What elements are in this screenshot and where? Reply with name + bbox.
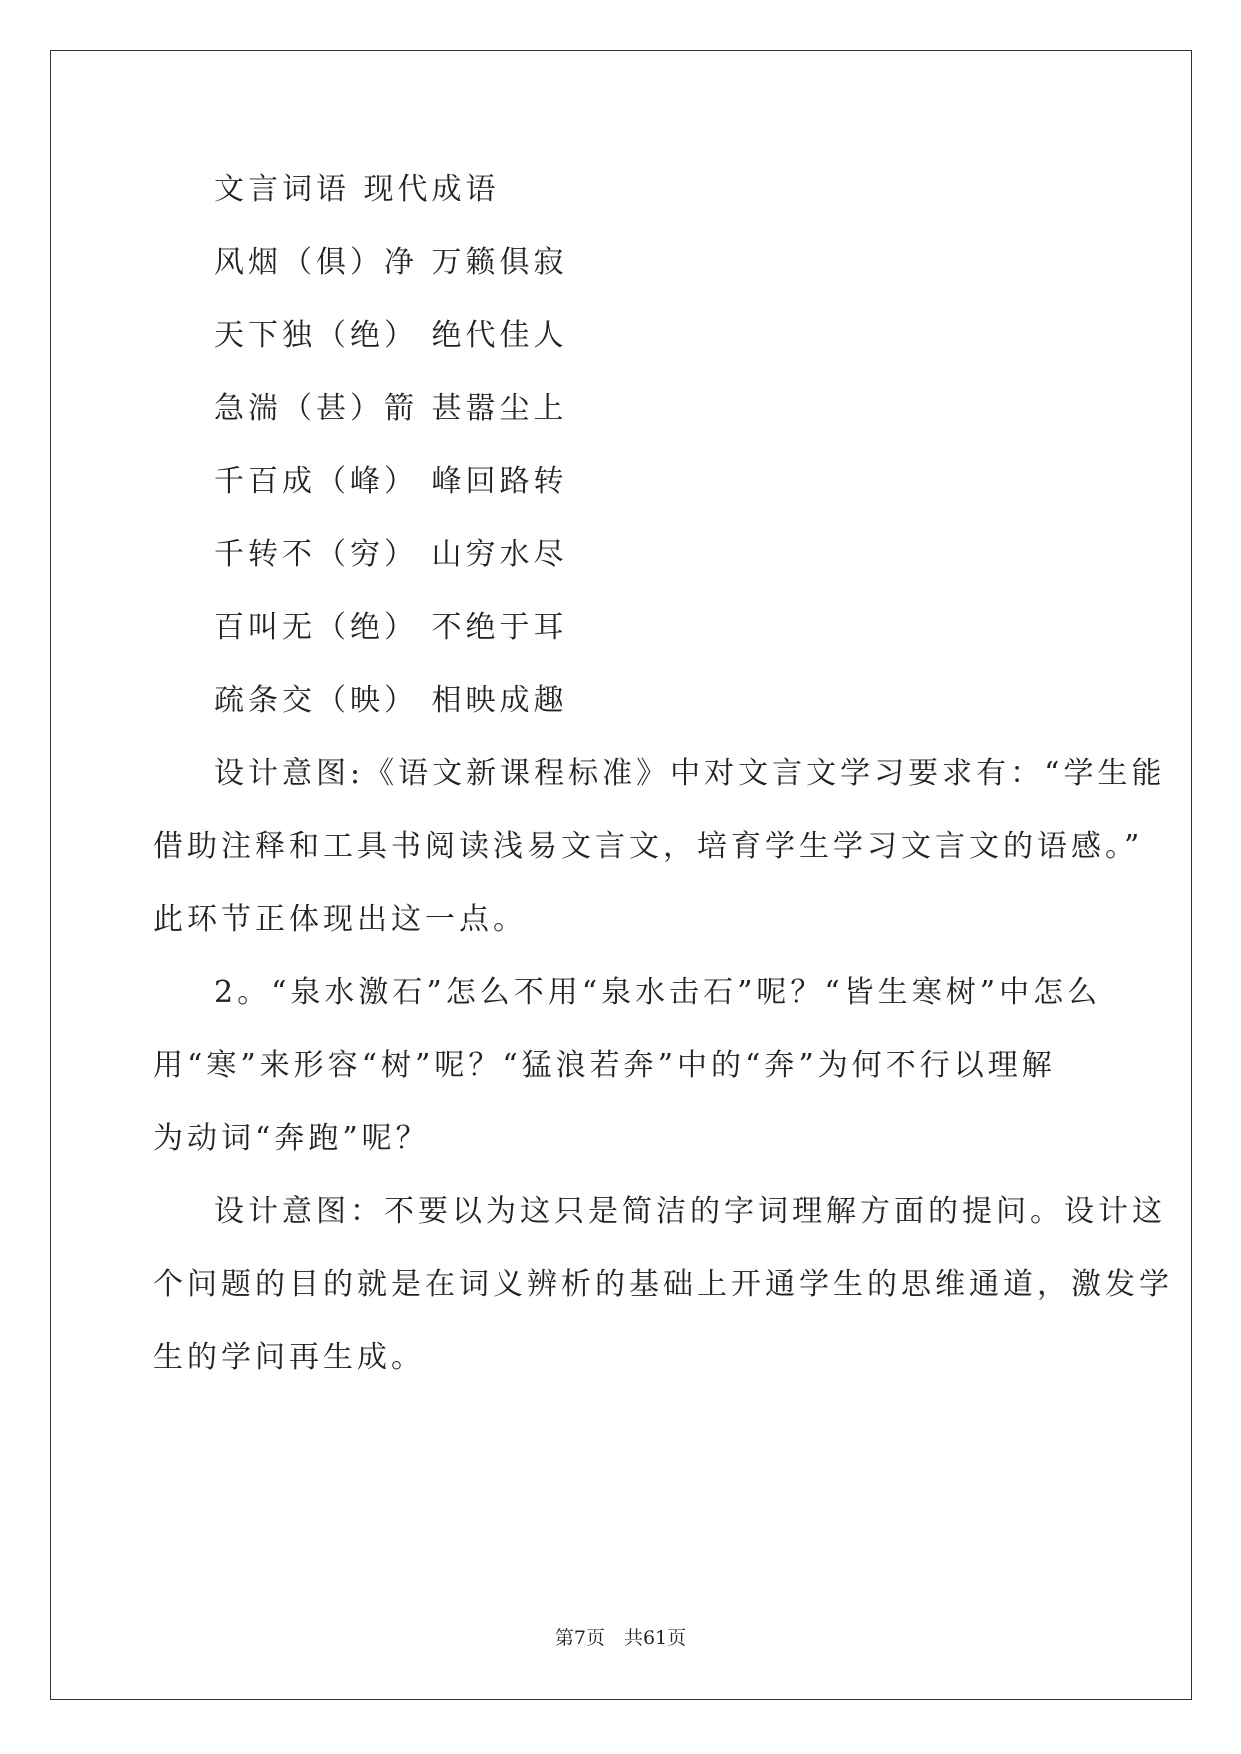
vocab-row: 疏条交（映） 相映成趣 xyxy=(214,683,568,718)
vocab-row: 千转不（穷） 山穷水尽 xyxy=(214,537,568,572)
vocab-header: 文言词语 现代成语 xyxy=(214,172,500,207)
vocab-row: 百叫无（绝） 不绝于耳 xyxy=(214,610,568,645)
design-intent-1-line: 设计意图:《语文新课程标准》中对文言文学习要求有：“学生能 xyxy=(214,756,1166,791)
question-2-line: 2。“泉水激石”怎么不用“泉水击石”呢？“皆生寒树”中怎么 xyxy=(214,975,1102,1010)
vocab-row: 风烟（俱）净 万籁俱寂 xyxy=(214,245,568,280)
design-intent-2-line: 设计意图：不要以为这只是简洁的字词理解方面的提问。设计这 xyxy=(214,1194,1166,1229)
vocab-row: 急湍（甚）箭 甚嚣尘上 xyxy=(214,391,568,426)
page-border xyxy=(50,50,1192,1700)
page-number-footer: 第7页 共61页 xyxy=(554,1627,687,1649)
design-intent-2-line: 生的学问再生成。 xyxy=(153,1340,425,1375)
vocab-row: 天下独（绝） 绝代佳人 xyxy=(214,318,568,353)
design-intent-2-line: 个问题的目的就是在词义辨析的基础上开通学生的思维通道，激发学 xyxy=(153,1267,1173,1302)
design-intent-1-line: 借助注释和工具书阅读浅易文言文，培育学生学习文言文的语感。” xyxy=(153,829,1144,864)
vocab-row: 千百成（峰） 峰回路转 xyxy=(214,464,568,499)
design-intent-1-line: 此环节正体现出这一点。 xyxy=(153,902,527,937)
question-2-line: 用“寒”来形容“树”呢？“猛浪若奔”中的“奔”为何不行以理解 xyxy=(153,1048,1056,1083)
question-2-line: 为动词“奔跑”呢？ xyxy=(153,1121,430,1156)
